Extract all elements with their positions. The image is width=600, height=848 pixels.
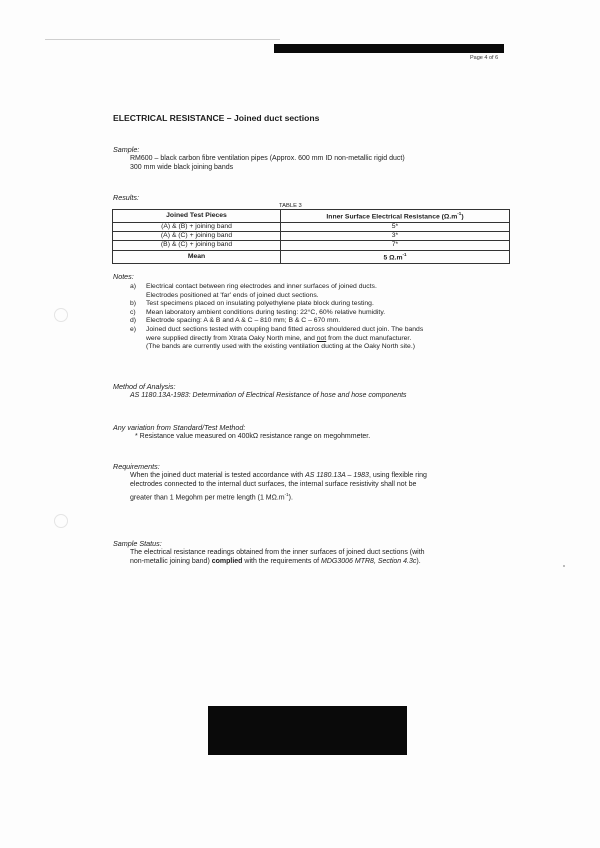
row-test-piece: (B) & (C) + joining band xyxy=(113,241,281,250)
note-text: Joined duct sections tested with coupling band fitted across shouldered duct join. The bands xyxy=(146,325,424,333)
requirements-text-part: , using flexible ring xyxy=(368,472,427,479)
scan-artifact-line xyxy=(45,39,280,40)
sample-line-1: RM600 – black carbon fibre ventilation pipes (Approx. 600 mm ID non-metallic rigid duct) xyxy=(130,155,405,162)
table-header-row xyxy=(113,210,510,223)
variation-label: Any variation from Standard/Test Method: xyxy=(113,423,246,432)
requirements-text xyxy=(130,471,427,503)
requirements-text-part: greater than 1 Megohm per metre length (1 MΩ.m xyxy=(130,494,285,502)
table-caption: TABLE 3 xyxy=(279,203,302,209)
note-item xyxy=(130,309,423,318)
table-row xyxy=(113,222,510,231)
results-table xyxy=(112,209,510,264)
notes-label: Notes: xyxy=(113,272,134,281)
note-text: (The bands are currently used with the existing ventilation ducting at the Oaky North site.) xyxy=(146,343,415,351)
row-test-piece: (A) & (B) + joining band xyxy=(113,222,281,231)
requirements-line-3 xyxy=(130,490,427,503)
status-line-2 xyxy=(130,557,425,566)
requirements-line-1 xyxy=(130,471,427,480)
status-reference: MDG3006 MTR8, Section 4.3c xyxy=(321,558,417,566)
status-text-part: ). xyxy=(416,558,421,566)
note-text-part: were supplied directly from Xtrata Oaky North mine, and xyxy=(146,334,317,342)
note-letter: d) xyxy=(130,317,137,325)
col-header-resistance xyxy=(281,210,510,223)
status-text-part: with the requirements of xyxy=(242,558,322,566)
note-letter: c) xyxy=(130,308,136,316)
requirements-standard: AS 1180.13A – 1983 xyxy=(305,472,369,479)
row-resistance-value: 5* xyxy=(281,222,510,231)
note-item xyxy=(130,283,423,300)
col-header-test-pieces: Joined Test Pieces xyxy=(113,210,281,223)
row-test-piece: (A) & (C) + joining band xyxy=(113,232,281,241)
note-text-part: from the duct manufacturer. xyxy=(326,334,412,342)
table-mean-row xyxy=(113,250,510,263)
status-label: Sample Status: xyxy=(113,539,162,548)
note-letter: b) xyxy=(130,300,137,308)
method-text: AS 1180.13A-1983: Determination of Electrical Resistance of hose and hose components xyxy=(130,392,407,399)
status-text xyxy=(130,548,425,567)
results-label: Results: xyxy=(113,193,139,202)
requirements-sup: -1 xyxy=(284,491,289,497)
row-resistance-value: 3* xyxy=(281,232,510,241)
section-title: ELECTRICAL RESISTANCE – Joined duct sections xyxy=(113,113,320,123)
note-letter: e) xyxy=(130,325,137,333)
status-line-1: The electrical resistance readings obtained from the inner surfaces of joined duct sections (with xyxy=(130,549,425,556)
note-text-underlined: not xyxy=(316,334,327,342)
col-header-resistance-text: Inner Surface Electrical Resistance (Ω.m xyxy=(326,213,458,221)
sample-description xyxy=(130,154,405,173)
requirements-text-part: ). xyxy=(288,494,293,502)
requirements-label: Requirements: xyxy=(113,462,160,471)
table-row xyxy=(113,241,510,250)
redacted-signature-block xyxy=(208,706,407,755)
sample-label: Sample: xyxy=(113,145,140,154)
note-text xyxy=(146,335,423,344)
punch-hole-mark xyxy=(54,514,68,528)
col-header-resistance-end: ) xyxy=(461,213,464,221)
status-text-part: non-metallic joining band) xyxy=(130,558,212,566)
requirements-line-2: electrodes connected to the internal duct surfaces, the internal surface resistivity shall not be xyxy=(130,481,417,489)
note-text: Test specimens placed on insulating polyethylene plate block during testing. xyxy=(146,300,374,308)
mean-value-cell xyxy=(281,250,510,263)
mean-value-sup: -1 xyxy=(402,251,407,257)
notes-list xyxy=(130,283,423,352)
punch-hole-mark xyxy=(54,308,68,322)
note-text: Electrical contact between ring electrodes and inner surfaces of joined ducts. xyxy=(146,283,377,290)
table-row xyxy=(113,232,510,241)
note-text: Electrodes positioned at 'far' ends of joined duct sections. xyxy=(146,291,319,299)
variation-text: * Resistance value measured on 400kΩ resistance range on megohmmeter. xyxy=(135,433,371,440)
note-item xyxy=(130,300,423,309)
mean-label: Mean xyxy=(113,250,281,263)
sample-line-2: 300 mm wide black joining bands xyxy=(130,164,234,172)
redacted-header-bar xyxy=(274,44,504,53)
requirements-text-part: When the joined duct material is tested accordance with xyxy=(130,472,306,479)
note-text: Electrode spacing: A & B and A & C – 810 mm; B & C – 670 mm. xyxy=(146,317,341,325)
col-header-resistance-sup: -1 xyxy=(457,211,462,216)
note-text: Mean laboratory ambient conditions during testing: 22°C, 60% relative humidity. xyxy=(146,308,386,316)
note-item xyxy=(130,326,423,352)
method-label: Method of Analysis: xyxy=(113,382,176,391)
note-item xyxy=(130,317,423,326)
note-letter: a) xyxy=(130,283,137,290)
scan-speck xyxy=(563,565,565,567)
page-number: Page 4 of 6 xyxy=(470,55,499,61)
mean-value: 5 Ω.m xyxy=(383,254,403,262)
row-resistance-value: 7* xyxy=(281,241,510,250)
status-complied: complied xyxy=(211,558,243,566)
